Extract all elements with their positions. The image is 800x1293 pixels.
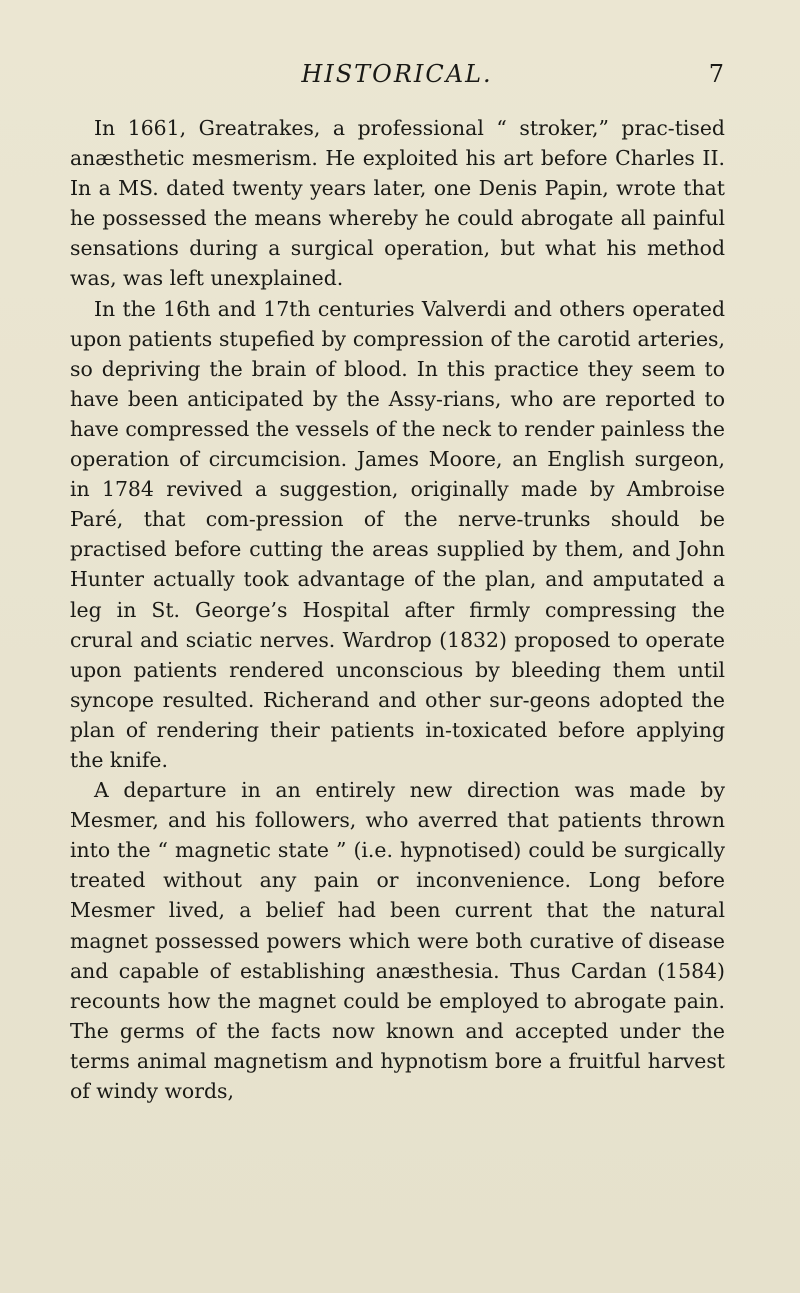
paragraph-compression-methods: In the 16th and 17th centuries Valverdi and others operated upon patients stupefied by compression of the carotid arteries, so depriving the brain of blood. In this practice they seem to have been anticipated by the Assy-rians, who are reported to have compressed the vessels of the neck to render painless the operation of circumcision. James Moore, an English surgeon, in 1784 revived a suggestion, originally made by Ambroise Paré, that com-pression of the nerve-trunks should be practised before cutting the areas supplied by them, and John Hunter actually took advantage of the plan, and amputated a leg in St. George’s Hospital after firmly compressing the crural and sciatic nerves. Wardrop (1832) proposed to operate upon patients rendered unconscious by bleeding them until syncope resulted. Richerand and other sur-geons adopted the plan of rendering their patients in-toxicated before applying the knife.: [70, 296, 725, 772]
running-title: HISTORICAL.: [301, 60, 493, 88]
paragraph-mesmer: A departure in an entirely new direction was made by Mesmer, and his followers, who averred that patients thrown into the “ magnetic state ” (i.e. hypnotised) could be surgically treated without any pain or inconvenience. Long before Mesmer lived, a belief had been current that the natural magnet possessed powers which were both curative of disease and capable of establishing anæsthesia. Thus Cardan (1584) recounts how the magnet could be employed to abrogate pain. The germs of the facts now known and accepted under the terms animal magnetism and hypnotism bore a fruitful harvest of windy words,: [70, 778, 725, 1103]
running-head: [70, 60, 724, 94]
body-text: [70, 113, 725, 1106]
page-number: 7: [708, 60, 724, 88]
paragraph-greatrakes: In 1661, Greatrakes, a professional “ stroker,” prac-tised anæsthetic mesmerism. He exploited his art before Charles II. In a MS. dated twenty years later, one Denis Papin, wrote that he possessed the means whereby he could abrogate all painful sensations during a surgical operation, but what his method was, was left unexplained.: [70, 116, 725, 291]
